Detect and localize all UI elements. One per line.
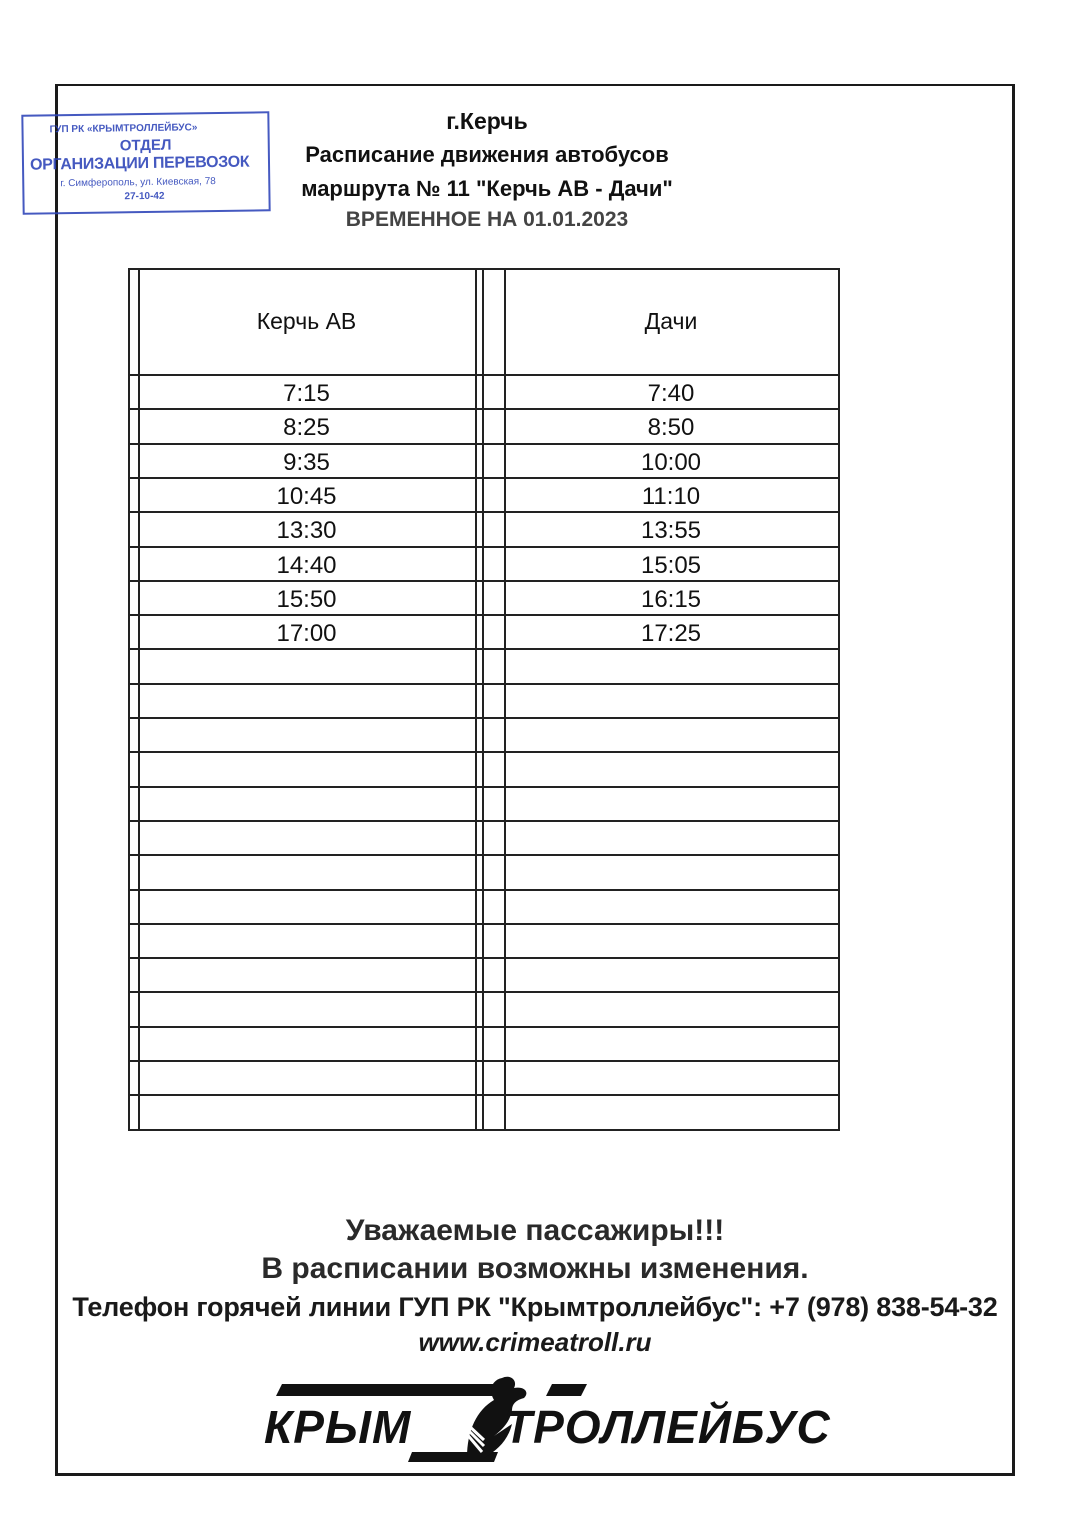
website-link[interactable]: www.crimeatroll.ru	[418, 1327, 652, 1357]
logo-word-trolleybus: ТРОЛЛЕЙБУС	[504, 1401, 831, 1453]
hotline-phone: Телефон горячей линии ГУП РК "Крымтроллейбус": +7 (978) 838-54-32	[72, 1292, 998, 1322]
departure-kerch-time: 8:25	[283, 414, 330, 442]
table-row-rule	[128, 820, 840, 822]
notice-changes: В расписании возможны изменения.	[261, 1252, 809, 1285]
table-row-rule	[128, 1129, 840, 1131]
stamp-org: ГУП РК «КРЫМТРОЛЛЕЙБУС»	[49, 122, 198, 136]
official-stamp	[21, 111, 270, 214]
table-row-rule	[128, 854, 840, 856]
table-row-rule	[128, 889, 840, 891]
route-title: маршрута № 11 "Керчь АВ - Дачи"	[301, 176, 673, 201]
company-logo	[262, 1370, 832, 1465]
departure-kerch-time: 14:40	[276, 551, 337, 579]
departure-kerch-time: 15:50	[276, 585, 337, 613]
table-row-rule	[128, 1026, 840, 1028]
departure-dachi-time: 17:25	[640, 620, 702, 648]
departure-kerch-time: 17:00	[276, 620, 337, 648]
departure-dachi-time: 13:55	[640, 517, 702, 545]
column-header-dachi: Дачи	[644, 308, 698, 334]
table-vertical-rule	[838, 268, 840, 1129]
departure-dachi-time: 10:00	[640, 448, 702, 476]
table-row-rule	[128, 991, 840, 993]
departure-kerch-time: 9:35	[283, 448, 330, 476]
stamp-address: г. Симферополь, ул. Киевская, 78	[60, 176, 216, 190]
schedule-title: Расписание движения автобусов	[305, 142, 669, 167]
table-row-rule	[128, 683, 840, 685]
table-row-rule	[128, 1060, 840, 1062]
table-row-rule	[128, 1094, 840, 1096]
departure-kerch-time: 7:15	[283, 380, 330, 407]
table-vertical-rule	[475, 268, 477, 1129]
table-header-rule	[128, 374, 840, 376]
logo-stripe-right	[546, 1384, 587, 1396]
temporary-notice: ВРЕМЕННОЕ НА 01.01.2023	[345, 208, 629, 231]
table-row-rule	[128, 717, 840, 719]
stamp-dept: ОТДЕЛ	[119, 136, 172, 155]
departure-dachi-time: 11:10	[641, 482, 701, 510]
logo-stripe-left	[276, 1384, 502, 1396]
departure-dachi-time: 16:15	[640, 585, 702, 613]
stamp-dept-name: ОРГАНИЗАЦИИ ПЕРЕВОЗОК	[29, 153, 250, 174]
departure-dachi-time: 7:40	[647, 380, 695, 407]
departure-dachi-time: 8:50	[647, 414, 695, 442]
table-row-rule	[128, 786, 840, 788]
table-vertical-rule	[128, 268, 130, 1129]
table-row-rule	[128, 957, 840, 959]
timetable	[128, 268, 840, 1129]
departure-kerch-time: 13:30	[276, 517, 337, 545]
departure-dachi-time: 15:05	[640, 551, 702, 579]
stamp-phone: 27-10-42	[124, 190, 165, 203]
table-row-rule	[128, 923, 840, 925]
column-header-kerch: Керчь АВ	[256, 308, 357, 334]
city-title: г.Керчь	[446, 108, 528, 134]
notice-greeting: Уважаемые пассажиры!!!	[345, 1214, 725, 1247]
table-row-rule	[128, 751, 840, 753]
table-vertical-rule	[482, 268, 484, 1129]
departure-kerch-time: 10:45	[276, 482, 337, 510]
logo-word-crimea: КРЫМ	[264, 1401, 412, 1453]
